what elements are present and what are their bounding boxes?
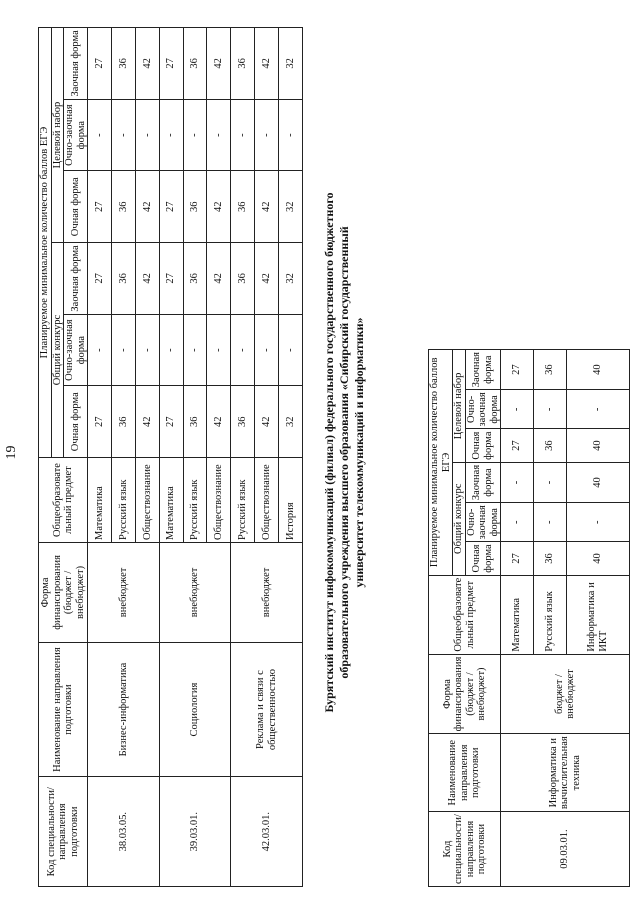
score-cell: -	[207, 99, 231, 171]
score-cell: 36	[183, 28, 207, 100]
subject-cell: Математика	[501, 575, 534, 654]
header-extramural: Заочная форма	[64, 28, 88, 100]
header-full: Очная форма	[465, 429, 501, 462]
program-code-cell: 38.03.05.	[88, 777, 160, 887]
score-cell: 36	[231, 28, 255, 100]
score-cell: 27	[159, 28, 183, 100]
score-cell: 42	[207, 28, 231, 100]
header-code: Код специальности/ направления подготовки	[39, 777, 88, 887]
score-cell: 32	[279, 28, 303, 100]
subject-cell: Русский язык	[231, 458, 255, 543]
subject-cell: История	[279, 458, 303, 543]
header-financing: Форма финансирования (бюджет / внебюджет)	[39, 543, 88, 643]
score-cell: 42	[135, 171, 159, 243]
score-cell: 36	[534, 429, 567, 462]
score-cell: 36	[534, 350, 567, 390]
header-name: Наименование направления подготовки	[39, 642, 88, 777]
score-cell: 27	[159, 243, 183, 315]
program-name-cell: Социология	[159, 642, 231, 777]
header-target: Целевой набор	[453, 350, 466, 463]
score-cell: -	[534, 503, 567, 542]
subject-cell: Обществознание	[255, 458, 279, 543]
program-code-cell: 09.03.01.	[501, 812, 630, 887]
score-cell: 42	[135, 243, 159, 315]
header-code: Код специальности/ направления подготовки	[429, 812, 501, 887]
score-cell: -	[88, 99, 112, 171]
score-cell: 40	[566, 429, 629, 462]
score-cell: 42	[255, 243, 279, 315]
program-name-cell: Реклама и связи с общественностью	[231, 642, 303, 777]
header-part: Очно-заочная форма	[465, 503, 501, 542]
header-planned: Планируемое минимальное количество баллов ЕГЭ	[429, 350, 453, 576]
admission-scores-table-2	[428, 349, 630, 887]
header-planned: Планируемое минимальное количество баллов ЕГЭ	[39, 28, 52, 458]
header-financing: Форма финансирования (бюджет / внебюджет)	[429, 654, 501, 734]
program-name-cell: Бизнес-информатика	[88, 642, 160, 777]
score-cell: -	[279, 99, 303, 171]
score-cell: 36	[183, 243, 207, 315]
score-cell: 36	[112, 243, 136, 315]
score-cell: -	[534, 462, 567, 502]
page-number: 19	[4, 445, 19, 460]
score-cell: -	[501, 390, 534, 429]
score-cell: 42	[207, 386, 231, 458]
subject-cell: Обществознание	[135, 458, 159, 543]
header-target: Целевой набор	[51, 28, 64, 243]
score-cell: -	[501, 503, 534, 542]
subject-cell: Русский язык	[534, 575, 567, 654]
score-cell: -	[88, 314, 112, 386]
header-extramural: Заочная форма	[465, 462, 501, 502]
header-extramural: Заочная форма	[465, 350, 501, 390]
header-full: Очная форма	[465, 542, 501, 575]
score-cell: 40	[566, 542, 629, 575]
score-cell: 42	[255, 171, 279, 243]
score-cell: -	[279, 314, 303, 386]
score-cell: 36	[231, 386, 255, 458]
score-cell: 36	[231, 243, 255, 315]
score-cell: 36	[231, 171, 255, 243]
header-part: Очно-заочная форма	[465, 390, 501, 429]
admission-scores-table-1	[38, 27, 303, 887]
header-name: Наименование направления подготовки	[429, 734, 501, 812]
score-cell: 36	[183, 386, 207, 458]
score-cell: -	[501, 462, 534, 502]
score-cell: -	[183, 99, 207, 171]
score-cell: 27	[501, 542, 534, 575]
score-cell: 27	[501, 350, 534, 390]
score-cell: -	[159, 99, 183, 171]
subject-cell: Русский язык	[183, 458, 207, 543]
program-name-cell: Информатика и вычислительная техника	[501, 734, 630, 812]
score-cell: 27	[159, 386, 183, 458]
score-cell: 36	[112, 28, 136, 100]
score-cell: -	[183, 314, 207, 386]
score-cell: -	[566, 390, 629, 429]
subject-cell: Математика	[159, 458, 183, 543]
financing-cell: внебюджет	[159, 543, 231, 643]
program-code-cell: 39.03.01.	[159, 777, 231, 887]
score-cell: 42	[135, 28, 159, 100]
score-cell: 27	[88, 386, 112, 458]
score-cell: -	[159, 314, 183, 386]
table-row	[501, 350, 534, 887]
score-cell: -	[534, 390, 567, 429]
score-cell: 27	[88, 243, 112, 315]
header-part: Очно-заочная форма	[64, 99, 88, 171]
header-general: Общий конкурс	[51, 243, 64, 458]
header-subject: Общеобразовате льный предмет	[429, 575, 501, 654]
score-cell: -	[207, 314, 231, 386]
score-cell: 36	[183, 171, 207, 243]
institute-heading	[322, 0, 367, 905]
subject-cell: Математика	[88, 458, 112, 543]
score-cell: 27	[501, 429, 534, 462]
heading-line: университет телекоммуникаций и информатики»	[352, 317, 366, 588]
header-full: Очная форма	[64, 386, 88, 458]
score-cell: 27	[88, 28, 112, 100]
score-cell: -	[566, 503, 629, 542]
score-cell: 36	[534, 542, 567, 575]
subject-cell: Обществознание	[207, 458, 231, 543]
score-cell: 42	[207, 171, 231, 243]
score-cell: 42	[207, 243, 231, 315]
score-cell: -	[135, 99, 159, 171]
score-cell: 42	[255, 386, 279, 458]
score-cell: 27	[159, 171, 183, 243]
program-code-cell: 42.03.01.	[231, 777, 303, 887]
score-cell: -	[112, 314, 136, 386]
header-subject: Общеобразовате льный предмет	[39, 458, 88, 543]
header-general: Общий конкурс	[453, 462, 466, 575]
score-cell: -	[255, 99, 279, 171]
score-cell: -	[112, 99, 136, 171]
score-cell: -	[135, 314, 159, 386]
subject-cell: Информатика и ИКТ	[566, 575, 629, 654]
header-full: Очная форма	[64, 171, 88, 243]
score-cell: 36	[112, 171, 136, 243]
heading-line: образовательного учреждения высшего образования «Сибирский государственный	[337, 226, 351, 679]
table-row	[88, 28, 112, 887]
financing-cell: внебюджет	[88, 543, 160, 643]
score-cell: 32	[279, 386, 303, 458]
score-cell: 36	[112, 386, 136, 458]
table-row	[159, 28, 183, 887]
financing-cell: внебюджет	[231, 543, 303, 643]
score-cell: 40	[566, 350, 629, 390]
heading-line: Бурятский институт инфокоммуникаций (филиал) федерального государственного бюджетного	[322, 192, 336, 713]
score-cell: 40	[566, 462, 629, 502]
score-cell: -	[231, 99, 255, 171]
header-part: Очно-заочная форма	[64, 314, 88, 386]
table-1-body	[88, 28, 303, 887]
subject-cell: Русский язык	[112, 458, 136, 543]
score-cell: -	[231, 314, 255, 386]
score-cell: 42	[255, 28, 279, 100]
score-cell: -	[255, 314, 279, 386]
score-cell: 42	[135, 386, 159, 458]
header-extramural: Заочная форма	[64, 243, 88, 315]
table-row	[231, 28, 255, 887]
table-2-body	[501, 350, 630, 887]
score-cell: 32	[279, 171, 303, 243]
score-cell: 27	[88, 171, 112, 243]
score-cell: 32	[279, 243, 303, 315]
financing-cell: бюджет / внебюджет	[501, 654, 630, 734]
